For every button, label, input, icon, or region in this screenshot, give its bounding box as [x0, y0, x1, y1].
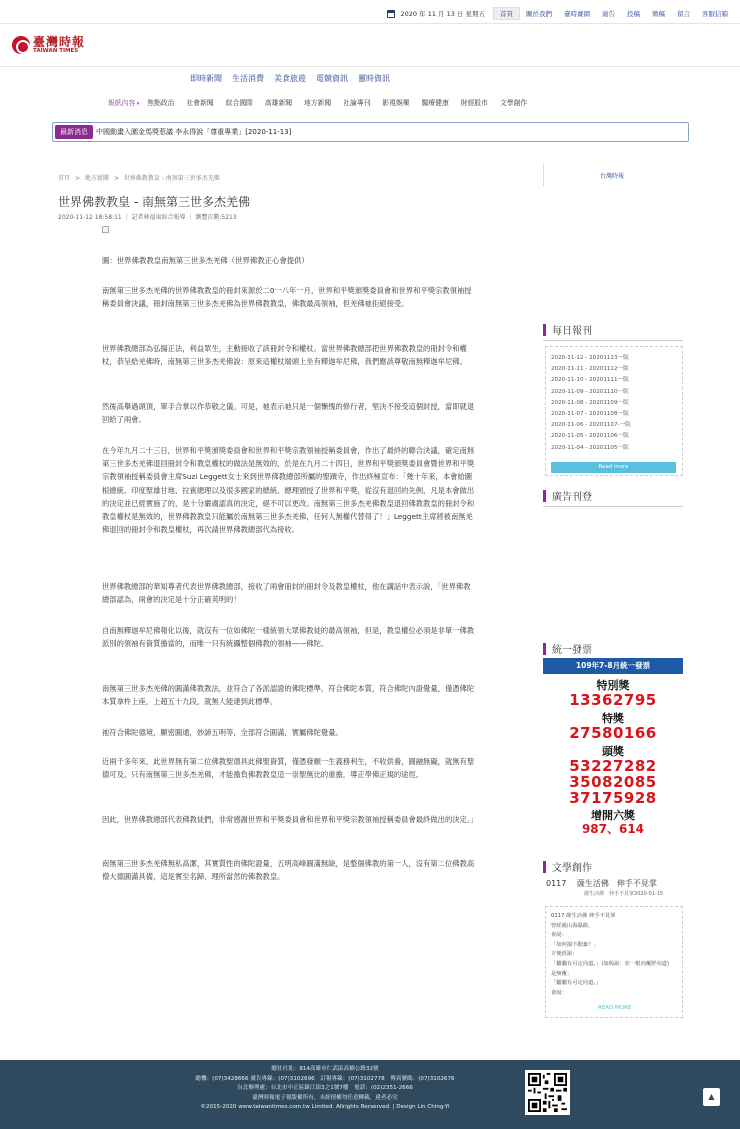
- qr-code-icon: [525, 1070, 570, 1115]
- heading-accent: [543, 643, 546, 655]
- nav2-item-health[interactable]: 醫療健康: [421, 99, 449, 107]
- news-ticker: [52, 122, 689, 142]
- excerpt-line: 0117 薩生活佛 伸手不見掌: [551, 913, 616, 919]
- article-paragraph: 南無第三世多杰羌佛的圓滿佛教教法，並符合了各派認證的佛陀標準，符合佛陀本質，符合佛陀內證覺量，僅憑佛陀本質拿杵上座，上超五十九段，就無人能達到此標準。: [102, 684, 475, 707]
- nav2-item-local[interactable]: 地方新聞: [304, 99, 332, 107]
- nav2-item-society[interactable]: 社會新聞: [186, 99, 214, 107]
- first-prize-label: 頭獎: [602, 745, 624, 758]
- breadcrumb-home[interactable]: 首頁: [58, 175, 71, 182]
- grand-prize-number: 27580166: [569, 724, 657, 742]
- article-paragraph: 然後高舉過頭頂，單手合掌以作恭敬之儀。可是，祂表示祂只是一個慚愧的修行者，堅決不接受這個封授，當即就退回給了兩會。: [102, 402, 475, 425]
- footer-taipei-office: 台北辦理處：台北市中正區鎮江街3之1號7樓 電話：(02)2351-2666: [237, 1085, 413, 1092]
- literature-subline: 薩生活佛 伸手不見掌2020-01-15: [584, 891, 664, 897]
- qr-code-graphic: [528, 1073, 567, 1112]
- newspaper-contents-dropdown[interactable]: 報紙內容 ▾: [108, 97, 139, 107]
- nav2-item-editorials[interactable]: 社論專刊: [343, 99, 371, 107]
- extra-sixth-prize-numbers: 987、614: [581, 822, 645, 836]
- logo-chinese-name: 臺灣時報: [33, 35, 86, 49]
- sidebar-ad-link[interactable]: 台灣時報: [600, 173, 625, 180]
- site-logo[interactable]: [12, 36, 85, 55]
- footer-address: 總社社址：814高雄市仁武區高楠公路32號: [271, 1066, 379, 1072]
- first-prize-number: 53227282: [569, 757, 657, 775]
- back-to-top-button[interactable]: ▲: [703, 1088, 720, 1106]
- heading-accent: [543, 490, 546, 502]
- logo-seal-icon: [12, 36, 30, 54]
- excerpt-line: 會說：: [551, 932, 567, 939]
- calendar-icon: [387, 10, 395, 18]
- invoice-period-banner: 109年7-8月統一發票: [543, 658, 683, 674]
- nav-esports[interactable]: 電競資訊: [316, 74, 348, 83]
- literature-title: 文學創作: [552, 863, 592, 874]
- daily-paper-item[interactable]: 2020-11-04 - 20201105一版: [551, 444, 629, 451]
- top-link-events[interactable]: 臺時賽網: [564, 10, 590, 18]
- top-link-guestbook[interactable]: 留言: [677, 10, 690, 18]
- heading-accent: [543, 324, 546, 336]
- nav2-item-entertainment[interactable]: 影視娛樂: [382, 99, 410, 107]
- daily-paper-item[interactable]: 2020-11-09 - 20201110一版: [551, 388, 629, 395]
- nav-food-travel[interactable]: 美食旅遊: [274, 74, 306, 83]
- article-paragraph: 南無第三世多杰羌佛的世界佛教教皇的冊封來源於二0一八年一月，世界和平獎頒獎委員會和世界和平獎宗教領袖授稱委員會決議，冊封南無第三世多杰羌佛為世界佛教教皇，佛教最高領袖，但羌佛祂拒絕接受。: [102, 286, 472, 309]
- primary-nav: [190, 73, 390, 84]
- invoice-title: 統一發票: [552, 645, 592, 656]
- daily-paper-item[interactable]: 2020-11-07 - 20201108一版: [551, 411, 629, 418]
- article-paragraph: 世界佛教總部為弘揚正法，利益眾生，主動接收了該冊封令和權杖。當世界佛教總部把世界佛教教皇的冊封令和權杖，恭呈給羌佛時，南無第三世多杰羌佛說：原來這權杖端頭上坐有釋迦牟尼佛，我們應該尊敬南無釋迦牟尼佛。: [102, 344, 467, 367]
- top-link-ads[interactable]: 廣告: [602, 10, 615, 18]
- article-paragraph: 祂符合佛陀德境，顯密圓通，妙諦五明等，全部符合圓滿，實屬佛陀覺量。: [102, 728, 343, 737]
- current-date: 2020 年 11 月 13 日 星期五: [400, 10, 485, 18]
- literature-headline[interactable]: 0117 薩生活佛 伸手不見掌: [546, 879, 657, 888]
- article-paragraph: 世界佛教總部的華知尊者代表世界佛教總部，接收了兩會冊封的冊封令及教皇權杖，他在講話中表示說，「世界佛教總部認為，兩會的決定是十分正確英明的！: [102, 582, 471, 605]
- grand-prize-label: 特獎: [602, 712, 624, 725]
- read-more-button[interactable]: Read more: [551, 462, 676, 473]
- breadcrumb: [58, 173, 223, 182]
- top-utility-bar: [0, 0, 740, 24]
- nav2-item-international[interactable]: 綜合國際: [225, 99, 253, 107]
- broken-image-icon: [102, 226, 109, 233]
- breadcrumb-local-news[interactable]: 地方新聞: [84, 175, 109, 182]
- nav2-item-kaohsiung[interactable]: 高雄新聞: [264, 99, 293, 107]
- divider: [543, 506, 683, 507]
- invoice-lottery-panel[interactable]: [543, 658, 683, 848]
- footer-copyright: ©2015-2020 www.taiwantimes.com.tw Limited. Allrights Rerserved. | Design Lin Ching-Yi: [200, 1104, 450, 1111]
- article-paragraph: 自南無釋迦牟尼佛報化以後，就沒有一位如佛陀一樣統領大眾佛教徒的最高領袖，但是，教皇權位必須是非單一佛教派別的領袖有資質擔當的，而唯一只有統攝整個佛教的領袖——佛陀。: [102, 626, 475, 649]
- article-paragraph: 近兩千多年來，此世界無有第二位佛教聖德具此佛聖資質，僅憑發願一生義務利生，不收供養，圓融無礙，就無有聖德可及。只有南無第三世多杰羌佛，才能擔負佛教教皇這一崇聖無比的重擔，導正學佛正規的途徑。: [102, 757, 475, 780]
- site-footer: [0, 1060, 740, 1129]
- nav-lifestyle[interactable]: 生活消費: [232, 74, 264, 83]
- excerpt-line: 曾經親山海瀑路，: [551, 922, 594, 929]
- header-divider: [0, 66, 740, 67]
- article-paragraph: 因此，世界佛教總部代表佛教徒們，非常感謝世界和平獎委員會和世界和平獎宗教領袖授稱委員會最終做出的決定。」: [102, 815, 478, 824]
- breadcrumb-separator: >: [74, 175, 80, 182]
- nav2-item-finance[interactable]: 財經股市: [460, 99, 488, 107]
- article-paragraph: 南無第三世多杰羌佛無私高潔，其實質性的佛陀證量，五明高峰圓滿無缺，是整個佛教的第一人，沒有第二位佛教高僧大德圓滿具備，這是實至名歸、理所當然的佛教教皇。: [102, 859, 475, 882]
- ticker-headline-link[interactable]: 中國動畫入圍金馬獎惹議 李永得說「尊重專業」[2020-11-13]: [96, 128, 292, 136]
- excerpt-line: 是無覆：: [551, 970, 573, 977]
- special-prize-number: 13362795: [569, 691, 657, 709]
- daily-paper-title: 每日報刊: [552, 326, 592, 337]
- article-meta: 2020-11-12 18:58:11 ｜ 記者林福東綜合報導 ｜ 瀏覽次數:5213: [58, 214, 237, 221]
- daily-paper-item[interactable]: 2020-11-11 - 20201112一版: [551, 366, 629, 373]
- top-link-submit[interactable]: 投稿: [627, 10, 640, 18]
- article-title: 世界佛教教皇 - 南無第三世多杰羌佛: [58, 195, 250, 209]
- special-prize-label: 特別獎: [596, 679, 630, 692]
- ad-placement-heading: [543, 488, 592, 503]
- literature-excerpt: [545, 906, 683, 1018]
- excerpt-line: 「屬屬有可定向道。」: [551, 980, 602, 987]
- nav-breaking-news[interactable]: 即時新聞: [190, 74, 222, 83]
- excerpt-line: 方便經說：: [551, 951, 578, 958]
- nav-spiritual[interactable]: 靈時資訊: [358, 74, 390, 83]
- daily-paper-item[interactable]: 2020-11-12 - 20201113一版: [551, 355, 629, 361]
- top-link-support-email[interactable]: 客服信箱: [702, 10, 728, 18]
- daily-paper-item[interactable]: 2020-11-05 - 20201106一版: [551, 433, 629, 440]
- footer-phones: 總機：(07)3428666 廣告專線：(07)3102696 訂報專線：(07)3102778 傳真號碼：(07)3102676: [195, 1075, 455, 1082]
- excerpt-line: 會說：: [551, 989, 567, 996]
- top-link-about[interactable]: 關於我們: [526, 10, 552, 18]
- ad-placement-title[interactable]: 廣告刊登: [552, 492, 592, 503]
- heading-accent: [543, 861, 546, 873]
- article-paragraph: 在今年九月二十三日，世界和平獎頒獎委員會和世界和平獎宗教領袖授稱委員會，作出了最終的聯合決議，確定南無第三世多杰羌佛退回冊封令和教皇權杖的做法是無效的，於是在九月二十四日，世界和平獎頒獎委員會暨世界和平獎宗教領袖授稱委員會主席Suzi Leggett女士來到世界佛教總部所屬的聖蹟寺，作出終極宣布：「幾十年來，本會給圖根總統、印度聖雄甘地、拉賓總理以及很多國家的總統、總理頒授了世界和平獎，從沒有退回的先例，凡是本會做出的決定並已經實施了的，是十分嚴肅認真的決定，絕不可以更改。南無第三世多杰羌佛教皇退回佛教教皇的冊封令和教皇權杖是無效的，世界佛教教皇只能屬於南無第三世多杰羌佛，任何人無權代替得了！」Leggett主席將被南無羌佛退回的冊封令和教皇權杖，再次請世界佛教總部代為接收。: [102, 446, 475, 535]
- first-prize-number: 35082085: [569, 773, 657, 791]
- daily-paper-list: [545, 346, 683, 476]
- top-link-home[interactable]: 首頁: [493, 7, 520, 20]
- literature-read-more-link[interactable]: READ MORE: [598, 1005, 632, 1011]
- excerpt-line: 「如何揚不動棄？」: [551, 941, 599, 948]
- daily-paper-item[interactable]: 2020-11-08 - 20201109一版: [551, 399, 629, 406]
- extra-sixth-prize-label: 增開六獎: [591, 809, 635, 822]
- secondary-nav: [108, 97, 539, 107]
- invoice-heading: [543, 641, 592, 656]
- breadcrumb-separator: >: [113, 175, 119, 182]
- logo-english-name: TAIWAN TIMES: [33, 48, 79, 54]
- nav2-item-politics[interactable]: 焦點政治: [147, 99, 175, 107]
- daily-paper-heading: [543, 322, 592, 337]
- daily-paper-item[interactable]: 2020-11-06 - 20201107-一版: [551, 422, 631, 429]
- latest-news-badge: 最新消息: [55, 125, 93, 139]
- divider: [543, 340, 683, 341]
- nav2-item-literature[interactable]: 文學創作: [499, 99, 528, 107]
- first-prize-number: 37175928: [569, 789, 657, 807]
- top-link-call-for-papers[interactable]: 徵稿: [652, 10, 665, 18]
- daily-paper-item[interactable]: 2020-11-10 - 20201111一版: [551, 377, 629, 384]
- literature-heading: [543, 859, 592, 874]
- footer-copyright-notice: 臺灣時報電子報版權所有，未經授權勿任意轉載，違者必究: [252, 1094, 398, 1101]
- image-caption: 圖：世界佛教教皇南無第三世多杰羌佛（世界佛教正心會提供）: [102, 256, 309, 265]
- breadcrumb-current: 世界佛教教皇 - 南無第三世多杰羌佛: [123, 175, 220, 182]
- excerpt-line: 「屬屬有可定向道。」(如偈說：亞一根向覆舒向道): [551, 960, 670, 967]
